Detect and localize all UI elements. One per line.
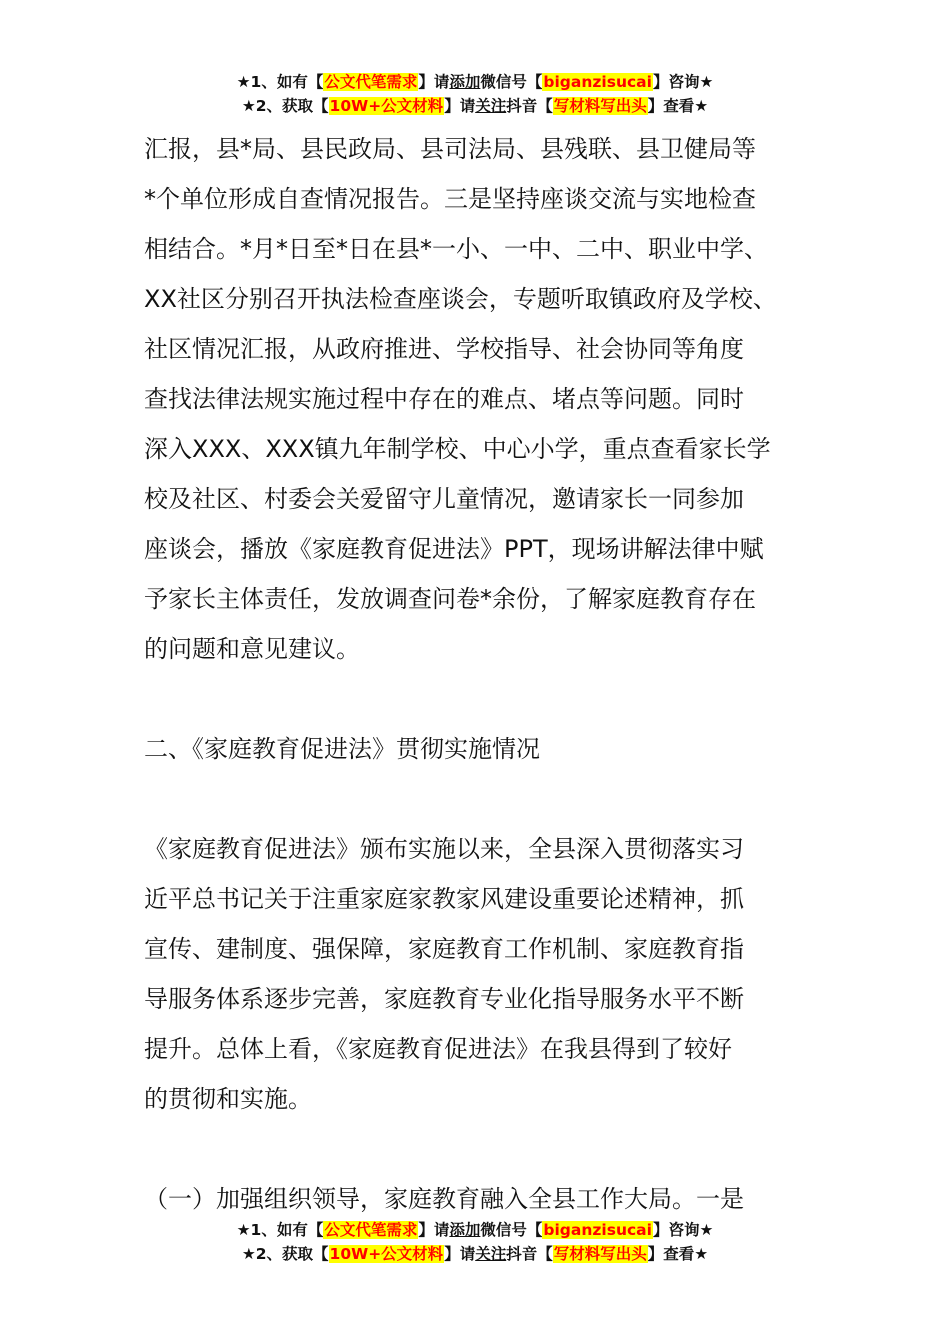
text-line: 的贯彻和实施。 xyxy=(144,1085,312,1113)
paragraph-2 xyxy=(144,824,814,1124)
text-line: 近平总书记关于注重家庭家教家风建设重要论述精神，抓 xyxy=(144,885,744,913)
text-line: 的问题和意见建议。 xyxy=(144,635,360,663)
text-line: 导服务体系逐步完善，家庭教育专业化指导服务水平不断 xyxy=(144,985,744,1013)
paragraph-1 xyxy=(144,124,814,674)
promo-line-2: ★2、获取【10W+公文材料】请关注抖音【写材料写出头】查看★ xyxy=(241,97,709,115)
promo-highlight: 写材料写出头 xyxy=(553,97,647,115)
text-line: 深入XXX、XXX镇九年制学校、中心小学，重点查看家长学 xyxy=(144,435,771,463)
promo-highlight: biganzisucai xyxy=(543,1221,652,1239)
promo-highlight: 10W+公文材料 xyxy=(329,97,444,115)
promo-banner-bottom xyxy=(0,1218,950,1266)
paragraph-gap xyxy=(144,674,814,724)
text-line: 汇报，县*局、县民政局、县司法局、县残联、县卫健局等 xyxy=(144,135,756,163)
promo-highlight: 10W+公文材料 xyxy=(329,1245,444,1263)
text-line: 社区情况汇报，从政府推进、学校指导、社会协同等角度 xyxy=(144,335,744,363)
heading-text: 二、《家庭教育促进法》贯彻实施情况 xyxy=(144,735,540,763)
text-line: 校及社区、村委会关爱留守儿童情况，邀请家长一同参加 xyxy=(144,485,744,513)
paragraph-3 xyxy=(144,1174,814,1224)
text-line: XX社区分别召开执法检查座谈会，专题听取镇政府及学校、 xyxy=(144,285,777,313)
paragraph-gap xyxy=(144,1124,814,1174)
text-line: *个单位形成自查情况报告。三是坚持座谈交流与实地检查 xyxy=(144,185,756,213)
promo-banner-top xyxy=(0,70,950,118)
document-body xyxy=(144,124,814,1224)
promo-line-1: ★1、如有【公文代笔需求】请添加微信号【biganzisucai】咨询★ xyxy=(236,73,714,91)
promo-highlight: 写材料写出头 xyxy=(553,1245,647,1263)
text-line: 相结合。*月*日至*日在县*一小、一中、二中、职业中学、 xyxy=(144,235,768,263)
text-line: 《家庭教育促进法》颁布实施以来，全县深入贯彻落实习 xyxy=(144,835,744,863)
text-line: 提升。总体上看，《家庭教育促进法》在我县得到了较好 xyxy=(144,1035,732,1063)
text-line: 查找法律法规实施过程中存在的难点、堵点等问题。同时 xyxy=(144,385,744,413)
text-line: 予家长主体责任，发放调查问卷*余份，了解家庭教育存在 xyxy=(144,585,756,613)
promo-line-1: ★1、如有【公文代笔需求】请添加微信号【biganzisucai】咨询★ xyxy=(236,1221,714,1239)
promo-line-2: ★2、获取【10W+公文材料】请关注抖音【写材料写出头】查看★ xyxy=(241,1245,709,1263)
section-heading xyxy=(144,724,814,774)
paragraph-gap xyxy=(144,774,814,824)
text-line: （一）加强组织领导，家庭教育融入全县工作大局。一是 xyxy=(144,1185,744,1213)
promo-highlight: biganzisucai xyxy=(543,73,652,91)
promo-highlight: 公文代笔需求 xyxy=(324,1221,418,1239)
promo-highlight: 公文代笔需求 xyxy=(324,73,418,91)
text-line: 宣传、建制度、强保障，家庭教育工作机制、家庭教育指 xyxy=(144,935,744,963)
text-line: 座谈会，播放《家庭教育促进法》PPT，现场讲解法律中赋 xyxy=(144,535,764,563)
